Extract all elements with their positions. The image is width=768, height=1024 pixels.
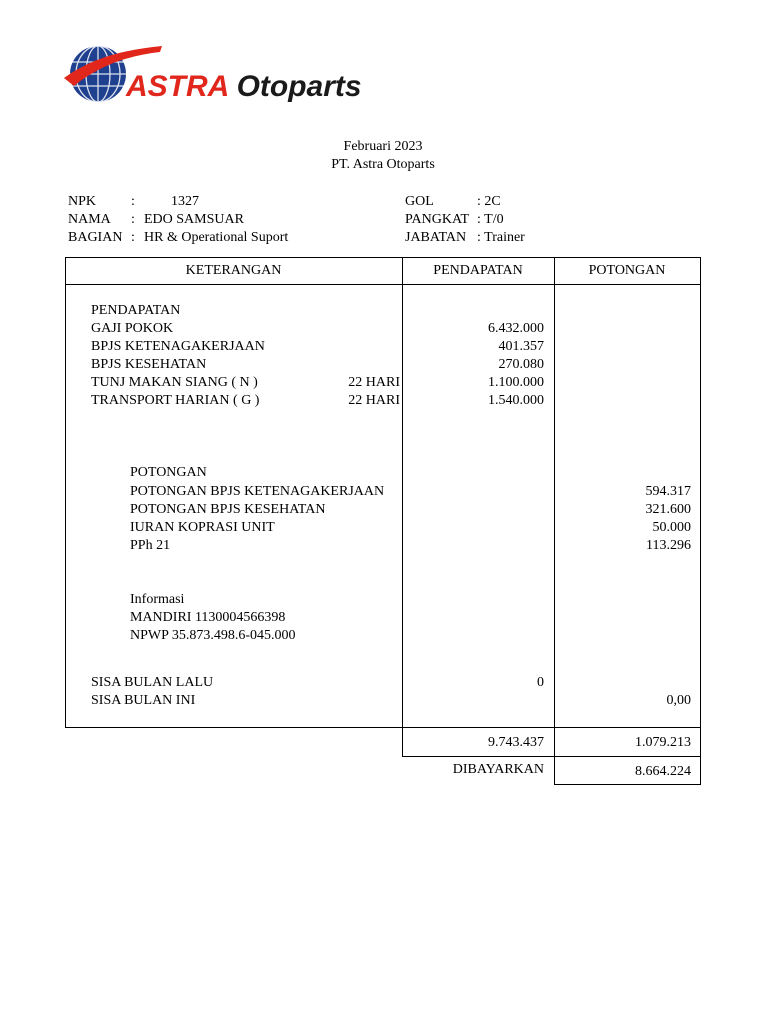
npwp-number: NPWP 35.873.498.6-045.000 (130, 628, 296, 643)
list-item-amount: 321.600 (645, 502, 691, 517)
total-pendapatan: 9.743.437 (488, 735, 544, 750)
dibayarkan-value: 8.664.224 (635, 764, 691, 779)
list-item-days: 22 HARI (348, 375, 400, 390)
pangkat-value: : T/0 (477, 212, 504, 227)
list-item-amount: 1.540.000 (488, 393, 544, 408)
list-item-amount: 50.000 (652, 520, 691, 535)
dibayarkan-label: DIBAYARKAN (452, 762, 544, 777)
company-title: PT. Astra Otoparts (331, 157, 435, 172)
bagian-value: HR & Operational Suport (144, 230, 289, 245)
header-potongan: POTONGAN (588, 263, 666, 278)
list-item-days: 22 HARI (348, 393, 400, 408)
list-item-label: IURAN KOPRASI UNIT (130, 520, 275, 535)
pendapatan-section-title: PENDAPATAN (91, 303, 181, 318)
list-item-label: BPJS KESEHATAN (91, 357, 207, 372)
list-item-amount: 270.080 (498, 357, 544, 372)
pangkat-label: PANGKAT (405, 212, 470, 227)
npk-label: NPK (68, 194, 97, 209)
list-item-amount: 113.296 (646, 538, 691, 553)
npk-sep: : (131, 194, 135, 209)
list-item-amount: 401.357 (498, 339, 544, 354)
list-item-amount: 6.432.000 (488, 321, 544, 336)
period-title: Februari 2023 (343, 139, 423, 154)
list-item-amount: 594.317 (645, 484, 691, 499)
sisa-bulan-ini-label: SISA BULAN INI (91, 693, 196, 708)
brand-wordmark (126, 70, 362, 104)
jabatan-label: JABATAN (405, 230, 467, 245)
list-item-label: GAJI POKOK (91, 321, 174, 336)
list-item-label: PPh 21 (130, 538, 171, 553)
sisa-bulan-lalu-value: 0 (537, 675, 544, 690)
header-keterangan: KETERANGAN (185, 263, 282, 278)
informasi-section-title: Informasi (130, 592, 185, 607)
sisa-bulan-lalu-label: SISA BULAN LALU (91, 675, 214, 690)
nama-value: EDO SAMSUAR (144, 212, 244, 227)
list-item-label: POTONGAN BPJS KETENAGAKERJAAN (130, 484, 385, 499)
total-potongan: 1.079.213 (635, 735, 691, 750)
sisa-bulan-ini-value: 0,00 (666, 693, 691, 708)
list-item-label: TRANSPORT HARIAN ( G ) (91, 393, 260, 408)
bagian-sep: : (131, 230, 135, 245)
gol-value: : 2C (477, 194, 501, 209)
bank-account: MANDIRI 1130004566398 (130, 610, 286, 625)
bagian-label: BAGIAN (68, 230, 123, 245)
list-item-label: TUNJ MAKAN SIANG ( N ) (91, 375, 258, 390)
brand-name-otoparts: Otoparts (236, 70, 362, 103)
potongan-section-title: POTONGAN (130, 465, 207, 480)
list-item-label: POTONGAN BPJS KESEHATAN (130, 502, 326, 517)
gol-label: GOL (405, 194, 434, 209)
jabatan-value: : Trainer (477, 230, 525, 245)
header-pendapatan: PENDAPATAN (433, 263, 523, 278)
nama-sep: : (131, 212, 135, 227)
npk-value: 1327 (171, 194, 199, 209)
brand-name-astra: ASTRA (126, 70, 229, 103)
list-item-label: BPJS KETENAGAKERJAAN (91, 339, 265, 354)
list-item-amount: 1.100.000 (488, 375, 544, 390)
nama-label: NAMA (68, 212, 111, 227)
